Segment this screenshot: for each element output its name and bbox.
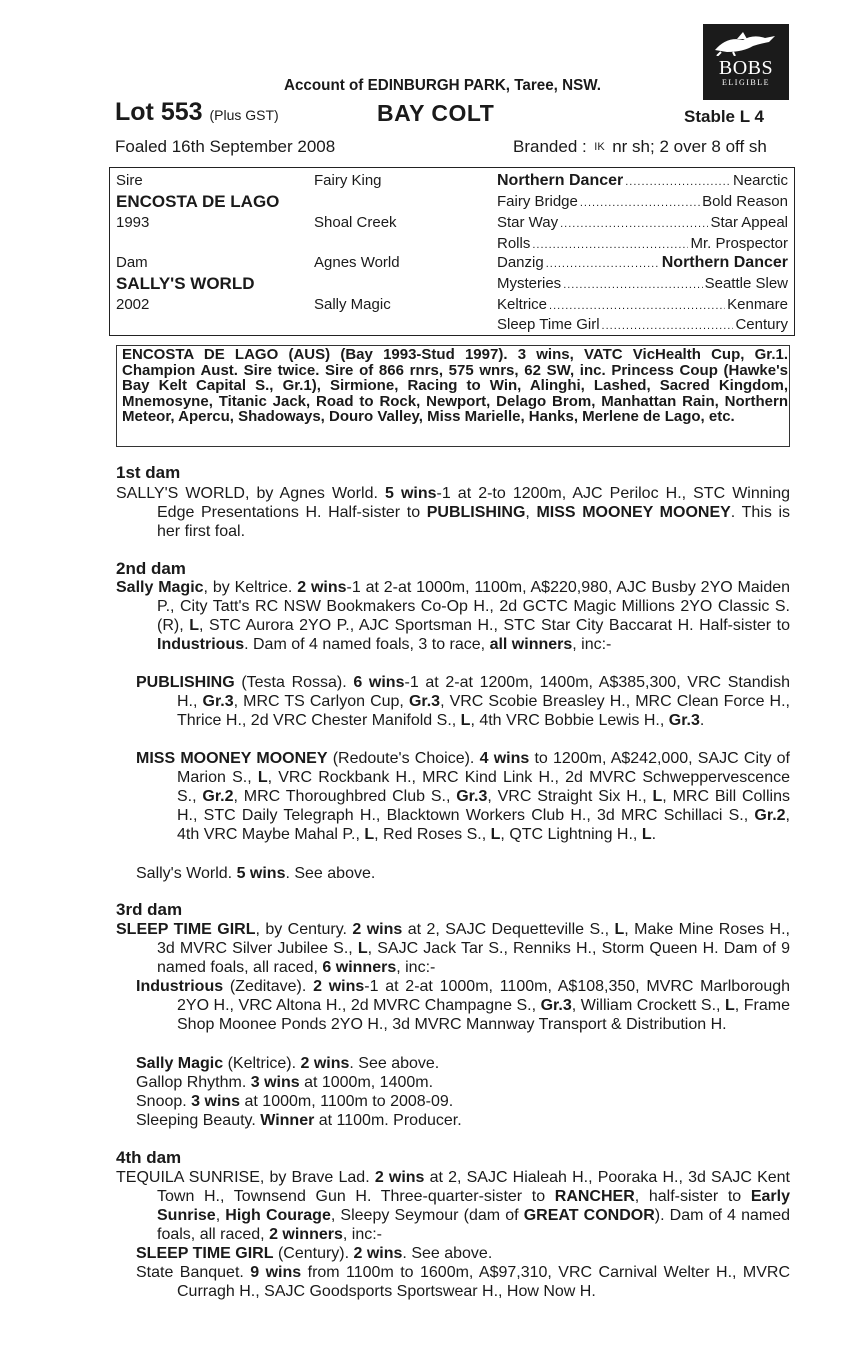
ancestor: Rolls xyxy=(497,235,531,252)
ancestor: Kenmare xyxy=(727,296,788,313)
ancestor: Sleep Time Girl xyxy=(497,316,600,333)
vendor-account: Account of EDINBURGH PARK, Taree, NSW. xyxy=(284,77,601,94)
dam-year: 2002 xyxy=(116,296,150,313)
progeny-publishing: PUBLISHING (Testa Rossa). 6 wins-1 at 2-at 1200m, 1400m, A$385,300, VRC Standish H., Gr.3, MRC TS Carlyon Cup, Gr.3, VRC Scobie Breasley H., MRC Clean Force H., Thrice H., 2d VRC Chester Manifold S., L, 4th VRC Bobbie Lewis H., Gr.3. xyxy=(136,674,791,729)
ancestor: Keltrice xyxy=(497,296,548,313)
pedigree-row xyxy=(497,214,788,233)
pedigree-row xyxy=(497,275,788,294)
bobs-eligible-logo xyxy=(703,24,789,100)
progeny-gallop-rhythm: Gallop Rhythm. 3 wins at 1000m, 1400m. xyxy=(136,1074,434,1091)
dam-sire: Agnes World xyxy=(314,254,400,271)
pedigree-table xyxy=(109,167,795,336)
ancestor: Northern Dancer xyxy=(497,172,624,189)
ancestor: Seattle Slew xyxy=(704,275,788,292)
brand-mark: IK xyxy=(594,141,605,153)
pedigree-row xyxy=(497,254,788,273)
dam-name: SALLY'S WORLD xyxy=(116,274,255,293)
dam-label: Dam xyxy=(116,254,148,271)
second-dam-text: Sally Magic, by Keltrice. 2 wins-1 at 2-at 1000m, 1100m, A$220,980, AJC Busby 2YO Maiden P., City Tatt's RC NSW Bookmakers Co-Op H., 2d GCTC Magic Millions 2YO Classic S. (R), L, STC Aurora 2YO P., AJC Sportsman H., STC Star City Baccarat H. Half-sister to Industrious. Dam of 4 named foals, 3 to race, all winners, inc:- xyxy=(116,579,791,653)
fourth-dam-heading: 4th dam xyxy=(116,1148,182,1167)
branded-label: Branded : xyxy=(513,137,587,156)
ancestor: Bold Reason xyxy=(702,193,788,210)
pedigree-row xyxy=(497,235,788,254)
progeny-sally-magic: Sally Magic (Keltrice). 2 wins. See above. xyxy=(136,1055,440,1072)
progeny-sallys-world: Sally's World. 5 wins. See above. xyxy=(136,865,376,882)
sire-sire: Fairy King xyxy=(314,172,382,189)
progeny-state-banquet: State Banquet. 9 wins from 1100m to 1600m, A$97,310, VRC Carnival Welter H., MVRC Curragh H., SAJC Goodsports Sportswear H., How Now H. xyxy=(136,1264,790,1300)
logo-subtitle: ELIGIBLE xyxy=(722,78,770,87)
fourth-dam-text: TEQUILA SUNRISE, by Brave Lad. 2 wins at 2, SAJC Hialeah H., Pooraka H., 3d SAJC Kent Town H., Townsend Gun H. Three-quarter-sister to RANCHER, half-sister to Early Sunrise, High Courage, Sleepy Seymour (dam of GREAT CONDOR). Dam of 4 named foals, all raced, 2 winners, inc:- xyxy=(116,1169,791,1243)
progeny-snoop: Snoop. 3 wins at 1000m, 1100m to 2008-09. xyxy=(136,1093,454,1110)
progeny-miss-mooney-mooney: MISS MOONEY MOONEY (Redoute's Choice). 4 wins to 1200m, A$242,000, SAJC City of Marion S., L, VRC Rockbank H., MRC Kind Link H., 2d MVRC Schweppervescence S., Gr.2, MRC Thoroughbred Club S., Gr.3, VRC Straight Six H., L, MRC Bill Collins H., STC Daily Telegraph H., Blacktown Workers Club H., 3d MRC Schillaci S., Gr.2, 4th VRC Maybe Mahal P., L, Red Roses S., L, QTC Lightning H., L. xyxy=(136,750,791,843)
ancestor: Star Way xyxy=(497,214,559,231)
third-dam-heading: 3rd dam xyxy=(116,900,183,919)
first-dam-text: SALLY'S WORLD, by Agnes World. 5 wins-1 at 2-to 1200m, AJC Periloc H., STC Winning Edge Presentations H. Half-sister to PUBLISHING, MISS MOONEY MOONEY. This is her first foal. xyxy=(116,485,791,540)
ancestor: Nearctic xyxy=(732,172,788,189)
pedigree-row xyxy=(497,316,788,335)
third-dam-text: SLEEP TIME GIRL, by Century. 2 wins at 2, SAJC Dequetteville S., L, Make Mine Roses H., 3d MVRC Silver Jubilee S., L, SAJC Jack Tar S., Renniks H., Storm Queen H. Dam of 9 named foals, all raced, 6 winners, inc:- xyxy=(116,921,790,976)
first-dam-heading: 1st dam xyxy=(116,463,181,482)
gst-note: (Plus GST) xyxy=(209,107,279,123)
dam-dam: Sally Magic xyxy=(314,296,391,313)
pedigree-row xyxy=(497,193,788,212)
second-dam-heading: 2nd dam xyxy=(116,559,186,578)
sire-year: 1993 xyxy=(116,214,150,231)
ancestor: Danzig xyxy=(497,254,544,271)
ancestor: Mr. Prospector xyxy=(690,235,788,252)
horse-description: BAY COLT xyxy=(377,100,495,126)
sire-dam: Shoal Creek xyxy=(314,214,397,231)
stable-location: Stable L 4 xyxy=(684,107,764,126)
foaling-date: Foaled 16th September 2008 xyxy=(115,137,336,156)
ancestor: Star Appeal xyxy=(710,214,788,231)
progeny-industrious: Industrious (Zeditave). 2 wins-1 at 2-at 1000m, 1100m, A$108,350, MVRC Marlborough 2YO H., VRC Altona H., 2d MVRC Champagne S., Gr.3, William Crockett S., L, Frame Shop Moonee Ponds 2YO H., 3d MVRC Mannway Transport & Distribution H. xyxy=(136,978,791,1033)
ancestor: Fairy Bridge xyxy=(497,193,578,210)
progeny-sleeping-beauty: Sleeping Beauty. Winner at 1100m. Producer. xyxy=(136,1112,462,1129)
lot-label: Lot 553 xyxy=(115,98,203,126)
logo-title: BOBS xyxy=(718,57,774,79)
horse-rider-icon xyxy=(713,30,779,56)
pedigree-row xyxy=(497,296,788,315)
sire-summary: ENCOSTA DE LAGO (AUS) (Bay 1993-Stud 1997). 3 wins, VATC VicHealth Cup, Gr.1. Champion Aust. Sire twice. Sire of 866 rnrs, 575 wnrs, 62 SW, inc. Princess Coup (Hawke's Bay Kelt Capital S., Gr.1), Sirmione, Racing to Win, Alinghi, Lashed, Sacred Kingdom, Mnemosyne, Titanic Jack, Road to Rock, Newport, Delago Brom, Manhattan Rain, Northern Meteor, Apercu, Shadoways, Douro Valley, Miss Marielle, Hanks, Merlene de Lago, etc. xyxy=(122,346,788,425)
sire-label: Sire xyxy=(116,172,143,189)
lot-number xyxy=(115,98,279,127)
ancestor: Mysteries xyxy=(497,275,562,292)
ancestor: Century xyxy=(735,316,788,333)
branded-text: nr sh; 2 over 8 off sh xyxy=(612,137,767,156)
progeny-sleep-time-girl: SLEEP TIME GIRL (Century). 2 wins. See above. xyxy=(136,1245,493,1262)
brand-description xyxy=(513,137,767,157)
sire-name: ENCOSTA DE LAGO xyxy=(116,192,280,211)
pedigree-row xyxy=(497,172,788,191)
ancestor: Northern Dancer xyxy=(661,254,788,271)
